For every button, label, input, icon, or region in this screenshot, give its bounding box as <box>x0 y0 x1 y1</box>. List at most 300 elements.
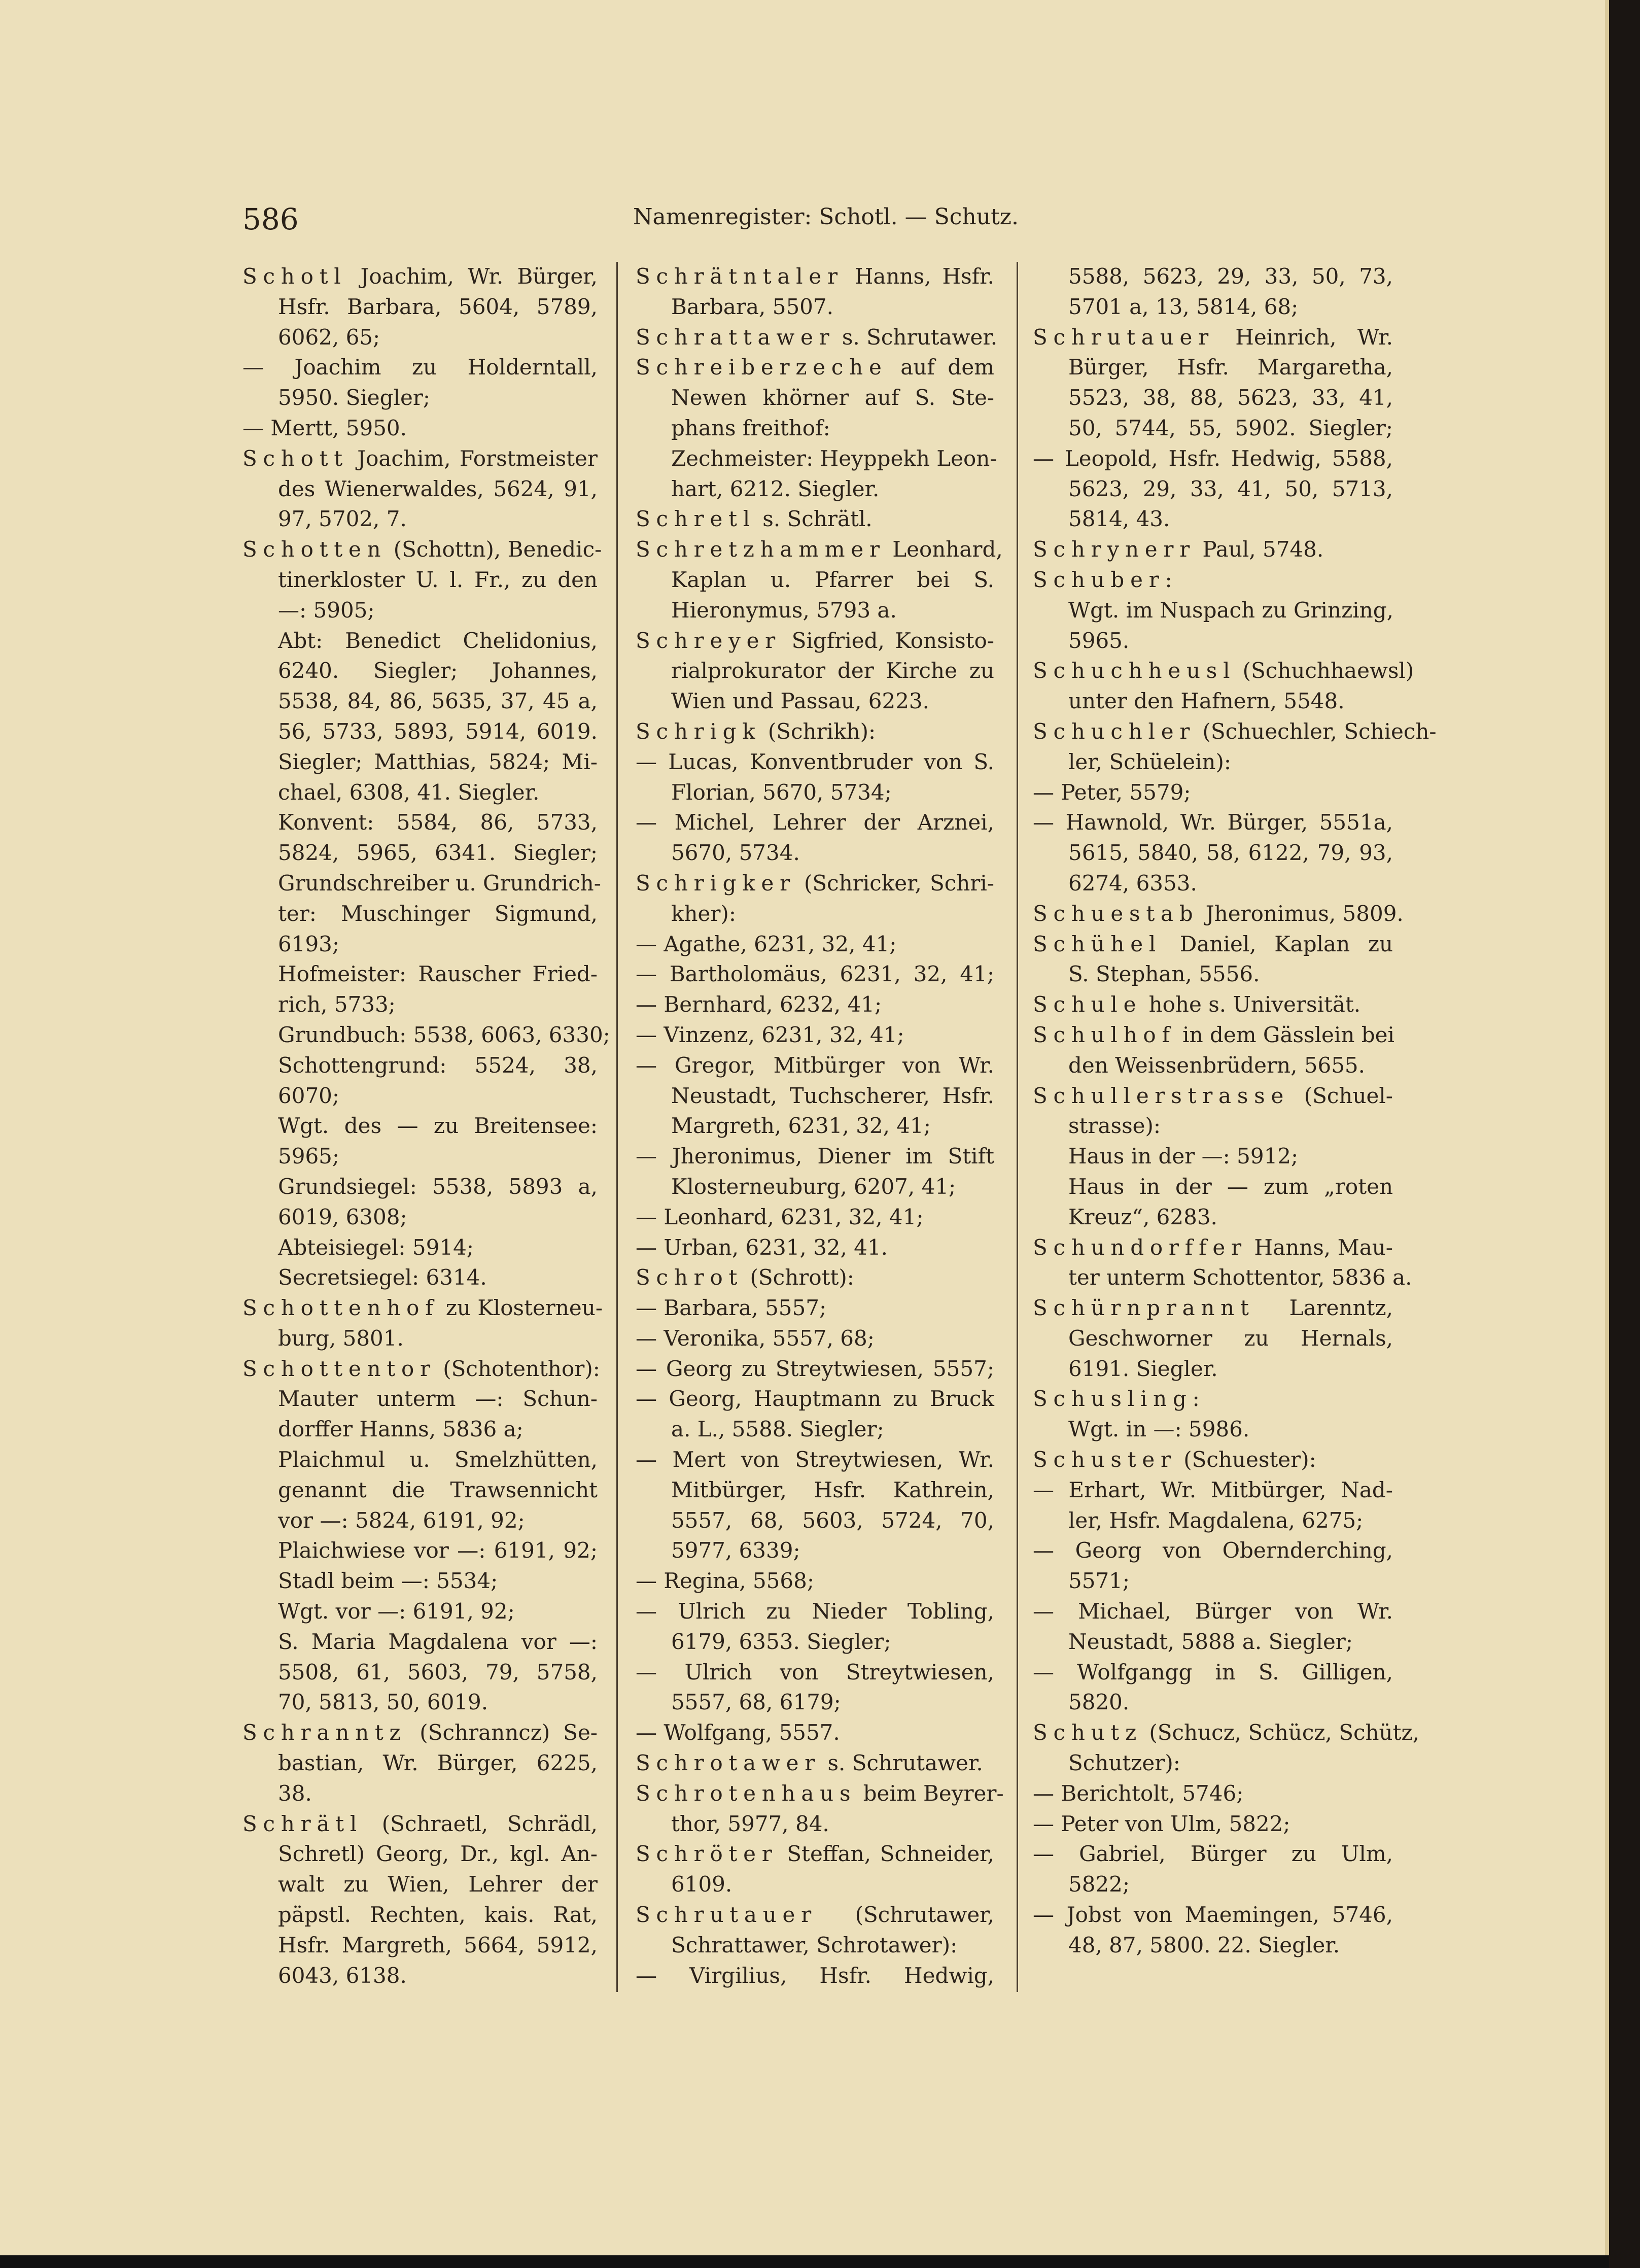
entry-text: Secretsiegel: 6314. <box>278 1265 487 1290</box>
entry-text: — Leopold, Hsfr. Hedwig, 5588, <box>1033 445 1393 471</box>
entry-text: (Schraetl, Schrädl, <box>363 1811 598 1836</box>
entry-text: 56, 5733, 5893, 5914, 6019. <box>278 718 598 744</box>
index-line <box>1033 807 1393 838</box>
entry-text: — Lucas, Konventbruder von S. <box>636 749 994 774</box>
entry-text: Newen khörner auf S. Ste- <box>671 385 994 410</box>
index-line <box>242 1869 598 1900</box>
entry-text: — Hawnold, Wr. Bürger, 5551a, <box>1033 810 1393 835</box>
entry-text: — Joachim zu Holderntall, <box>242 355 598 380</box>
entry-text: Barbara, 5507. <box>671 294 833 319</box>
index-line <box>636 807 994 838</box>
entry-text: — Michel, Lehrer der Arznei, <box>636 810 994 835</box>
entry-text: des Wienerwaldes, 5624, 91, <box>278 476 598 501</box>
entry-headword: Schrotenhaus <box>636 1780 857 1806</box>
entry-text: beim Beyrer- <box>856 1780 1004 1806</box>
entry-text: walt zu Wien, Lehrer der <box>278 1872 598 1897</box>
entry-text: — Regina, 5568; <box>636 1568 814 1594</box>
entry-text: : <box>1165 567 1172 592</box>
page-header <box>242 202 1019 237</box>
entry-text: rich, 5733; <box>278 992 396 1017</box>
entry-text: hohe s. Universität. <box>1142 992 1361 1017</box>
entry-text: (Schucz, Schücz, Schütz, <box>1142 1720 1419 1745</box>
entry-text: (Schotenthor): <box>436 1356 600 1381</box>
index-line <box>242 1687 598 1717</box>
entry-text: thor, 5977, 84. <box>671 1811 829 1836</box>
entry-text: Mitbürger, Hsfr. Kathrein, <box>671 1477 994 1502</box>
entry-text: 6274, 6353. <box>1068 870 1197 896</box>
entry-text: ler, Hsfr. Magdalena, 6275; <box>1068 1507 1364 1533</box>
entry-text: — Virgilius, Hsfr. Hedwig, <box>636 1963 994 1988</box>
index-line <box>1033 1232 1393 1263</box>
entry-headword: Schrot <box>636 1265 744 1290</box>
entry-headword: Schuchler <box>1033 718 1196 744</box>
index-line <box>242 1748 598 1778</box>
index-line <box>1033 1111 1393 1141</box>
entry-text: (Schranncz) Se- <box>406 1720 598 1745</box>
index-line <box>1033 1293 1393 1323</box>
entry-text: 5508, 61, 5603, 79, 5758, <box>278 1659 598 1685</box>
index-line <box>1033 443 1393 474</box>
entry-text: — Jobst von Maemingen, 5746, <box>1033 1902 1393 1928</box>
index-line <box>636 747 994 777</box>
index-column-1 <box>242 261 610 1990</box>
index-line <box>242 686 598 716</box>
entry-text: 5557, 68, 6179; <box>671 1690 841 1715</box>
index-line <box>242 899 598 929</box>
entry-text: 5523, 38, 88, 5623, 33, 41, <box>1068 385 1393 410</box>
index-line <box>242 1930 598 1961</box>
index-line <box>1033 1445 1393 1475</box>
entry-text: — Wolfgangg in S. Gilligen, <box>1033 1659 1393 1685</box>
entry-headword: Schrynerr <box>1033 537 1196 562</box>
entry-text: — Wolfgang, 5557. <box>636 1720 840 1745</box>
entry-headword: Schrotawer <box>636 1750 821 1776</box>
entry-text: 5822; <box>1068 1872 1130 1897</box>
index-line <box>636 1414 994 1445</box>
entry-text: 5588, 5623, 29, 33, 50, 73, <box>1068 264 1393 289</box>
entry-headword: Schottentor <box>242 1356 436 1381</box>
entry-text: ler, Schüelein): <box>1068 749 1232 774</box>
entry-headword: Schrutauer <box>636 1902 817 1928</box>
index-line <box>242 1596 598 1627</box>
index-line <box>1033 1809 1393 1839</box>
entry-headword: Schreiberzeche <box>636 355 888 380</box>
entry-text: — Berichtolt, 5746; <box>1033 1780 1244 1806</box>
index-line <box>242 1081 598 1111</box>
entry-text: s. Schrutawer. <box>821 1750 983 1776</box>
entry-headword: Schotl <box>242 264 347 289</box>
entry-text: a. L., 5588. Siegler; <box>671 1417 884 1442</box>
index-line <box>242 989 598 1020</box>
entry-text: dorffer Hanns, 5836 a; <box>278 1417 524 1442</box>
entry-text: — Vinzenz, 6231, 32, 41; <box>636 1022 904 1047</box>
entry-text: 38. <box>278 1780 312 1806</box>
index-line <box>636 1262 994 1293</box>
entry-text: — Gabriel, Bürger zu Ulm, <box>1033 1841 1393 1867</box>
entry-text: — Jheronimus, Diener im Stift <box>636 1144 994 1169</box>
entry-text: Jheronimus, 5809. <box>1199 901 1404 926</box>
entry-text: rialprokurator der Kirche zu <box>671 658 994 683</box>
index-line <box>242 656 598 686</box>
index-line <box>636 1232 994 1263</box>
entry-text: 6019, 6308; <box>278 1204 407 1229</box>
entry-text: Schretl) Georg, Dr., kgl. An- <box>278 1841 598 1867</box>
index-line <box>1033 352 1393 383</box>
index-line <box>1033 1687 1393 1717</box>
entry-text: (Schrott): <box>743 1265 854 1290</box>
entry-text: 5814, 43. <box>1068 506 1170 532</box>
entry-text: Plaichmul u. Smelzhütten, <box>278 1447 598 1472</box>
entry-text: Hsfr. Barbara, 5604, 5789, <box>278 294 598 319</box>
index-line <box>636 1354 994 1384</box>
index-line <box>242 595 598 626</box>
index-line <box>1033 595 1393 626</box>
index-line <box>636 1748 994 1778</box>
entry-text: ter: Muschinger Sigmund, <box>278 901 598 926</box>
entry-headword: Schullerstrasse <box>1033 1083 1290 1108</box>
entry-text: Steffan, Schneider, <box>778 1841 994 1867</box>
index-line <box>242 504 598 534</box>
index-line <box>242 474 598 504</box>
entry-text: 5615, 5840, 58, 6122, 79, 93, <box>1068 840 1393 866</box>
index-line <box>242 413 598 443</box>
entry-headword: Schröter <box>636 1841 778 1867</box>
entry-text: — Mert von Streytwiesen, Wr. <box>636 1447 994 1472</box>
entry-text: 5670, 5734. <box>671 840 800 866</box>
index-line <box>636 292 994 322</box>
index-line <box>242 261 598 292</box>
index-line <box>636 716 994 747</box>
index-line <box>242 1262 598 1293</box>
index-line <box>242 807 598 838</box>
page-number: 586 <box>242 202 299 236</box>
entry-text: — Peter, 5579; <box>1033 779 1191 805</box>
column-divider <box>1017 262 1018 1992</box>
entry-text: s. Schrätl. <box>755 506 873 532</box>
index-line <box>1033 534 1393 565</box>
entry-text: in dem Gässlein bei <box>1175 1022 1394 1047</box>
entry-text: (Schrikh): <box>761 718 876 744</box>
index-line <box>1033 1020 1393 1050</box>
index-line <box>1033 716 1437 747</box>
index-line <box>636 686 994 716</box>
entry-text: — Mertt, 5950. <box>242 415 407 440</box>
index-line <box>242 352 598 383</box>
entry-text: Kaplan u. Pfarrer bei S. <box>671 567 994 592</box>
entry-text: phans freithof: <box>671 415 830 440</box>
index-line <box>1033 899 1404 929</box>
index-line <box>1033 1081 1393 1111</box>
entry-text: Geschworner zu Hernals, <box>1068 1325 1393 1351</box>
entry-text: —: 5905; <box>278 597 375 623</box>
index-line <box>636 383 994 413</box>
entry-headword: Schuchheusl <box>1033 658 1236 683</box>
index-line <box>1033 1262 1412 1293</box>
index-line <box>1033 1414 1393 1445</box>
entry-headword: Schranntz <box>242 1720 407 1745</box>
entry-headword: Schretl <box>636 506 756 532</box>
index-line <box>242 777 598 808</box>
entry-text: Daniel, Kaplan zu <box>1162 931 1393 956</box>
entry-text: (Schrutawer, <box>817 1902 994 1928</box>
index-line <box>1033 1050 1393 1081</box>
index-line <box>636 534 1003 565</box>
entry-text: Schottengrund: 5524, 38, <box>278 1052 598 1078</box>
index-line <box>636 1900 994 1930</box>
index-line <box>1033 1900 1393 1930</box>
entry-text: — Erhart, Wr. Mitbürger, Nad- <box>1033 1477 1393 1502</box>
entry-headword: Schrigk <box>636 718 761 744</box>
entry-text: — Georg zu Streytwiesen, 5557; <box>636 1356 994 1381</box>
entry-text: bastian, Wr. Bürger, 6225, <box>278 1750 598 1776</box>
index-line <box>636 1961 994 1991</box>
index-line <box>636 1535 994 1566</box>
entry-headword: Schrattawer <box>636 324 835 350</box>
entry-text: — Leonhard, 6231, 32, 41; <box>636 1204 924 1229</box>
entry-text: 5820. <box>1068 1690 1130 1715</box>
entry-text: 48, 87, 5800. 22. Siegler. <box>1068 1932 1340 1957</box>
index-line <box>636 1930 994 1961</box>
index-line <box>636 1293 994 1323</box>
entry-text: Wgt. des — zu Breitensee: <box>278 1113 598 1139</box>
index-line <box>242 1323 598 1354</box>
index-line <box>242 1657 598 1688</box>
entry-text: Haus in der —: 5912; <box>1068 1144 1299 1169</box>
entry-text: 6179, 6353. Siegler; <box>671 1629 891 1654</box>
entry-text: Wgt. in —: 5986. <box>1068 1417 1250 1442</box>
entry-text: chael, 6308, 41. Siegler. <box>278 779 540 805</box>
index-line <box>636 929 994 959</box>
entry-headword: Schretzhammer <box>636 537 886 562</box>
index-line <box>1033 474 1393 504</box>
entry-text: (Schottn), Benedic- <box>387 537 602 562</box>
entry-text: zu Klosterneu- <box>439 1295 603 1321</box>
index-line <box>636 1566 994 1596</box>
index-line <box>1033 1475 1393 1505</box>
index-line <box>242 868 601 899</box>
entry-headword: Schrätl <box>242 1811 363 1836</box>
entry-text: — Bernhard, 6232, 41; <box>636 992 882 1017</box>
entry-text: tinerkloster U. l. Fr., zu den <box>278 567 598 592</box>
index-line <box>1033 1839 1393 1869</box>
entry-text: 97, 5702, 7. <box>278 506 407 532</box>
entry-headword: Schutz <box>1033 1720 1142 1745</box>
index-line <box>1033 838 1393 868</box>
entry-text: S. Maria Magdalena vor —: <box>278 1629 598 1654</box>
index-line <box>1033 1141 1393 1172</box>
entry-text: 6062, 65; <box>278 324 380 350</box>
index-line <box>1033 261 1393 292</box>
index-line <box>242 1172 598 1202</box>
index-line <box>1033 1505 1393 1536</box>
index-line <box>1033 322 1393 353</box>
index-line <box>242 1445 598 1475</box>
entry-text: vor —: 5824, 6191, 92; <box>278 1507 525 1533</box>
entry-text: Grundsiegel: 5538, 5893 a, <box>278 1174 598 1199</box>
entry-text: Abt: Benedict Chelidonius, <box>278 628 598 653</box>
index-line <box>242 1020 610 1050</box>
index-line <box>1033 656 1414 686</box>
index-line <box>242 1202 598 1232</box>
index-line <box>636 1111 994 1141</box>
index-line <box>1033 1354 1393 1384</box>
index-line <box>1033 989 1393 1020</box>
index-line <box>1033 777 1393 808</box>
entry-text: Hanns, Hsfr. <box>843 264 994 289</box>
entry-text: kher): <box>671 901 736 926</box>
index-line <box>636 1202 994 1232</box>
index-line <box>636 868 994 899</box>
index-line <box>636 1717 994 1748</box>
scan-right-edge <box>1609 0 1640 2268</box>
entry-text: Mauter unterm —: Schun- <box>278 1386 598 1412</box>
entry-text: Abteisiegel: 5914; <box>278 1234 474 1260</box>
index-line <box>242 322 598 353</box>
entry-text: 5977, 6339; <box>671 1538 800 1563</box>
entry-text: Grundschreiber u. Grundrich- <box>278 870 601 896</box>
entry-text: 6191. Siegler. <box>1068 1356 1218 1381</box>
index-line <box>242 1566 598 1596</box>
entry-text: Plaichwiese vor —: 6191, 92; <box>278 1538 598 1563</box>
entry-text: 5623, 29, 33, 41, 50, 5713, <box>1068 476 1393 501</box>
entry-text: (Schuel- <box>1289 1083 1393 1108</box>
index-line <box>1033 1930 1393 1961</box>
entry-headword: Schule <box>1033 992 1142 1017</box>
entry-text: den Weissenbrüdern, 5655. <box>1068 1052 1366 1078</box>
entry-text: — Veronika, 5557, 68; <box>636 1325 875 1351</box>
entry-text: (Schuechler, Schiech- <box>1196 718 1437 744</box>
index-line <box>636 1839 994 1869</box>
entry-text: Schutzer): <box>1068 1750 1180 1776</box>
index-line <box>636 1687 994 1717</box>
entry-text: Hieronymus, 5793 a. <box>671 597 897 623</box>
index-line <box>242 383 598 413</box>
entry-headword: Schulhof <box>1033 1022 1176 1047</box>
index-line <box>242 565 598 595</box>
index-line <box>242 1354 598 1384</box>
entry-headword: Schotten <box>242 537 387 562</box>
entry-text: 5557, 68, 5603, 5724, 70, <box>671 1507 994 1533</box>
index-line <box>1033 626 1393 656</box>
entry-text: 6193; <box>278 931 340 956</box>
entry-text: Neustadt, 5888 a. Siegler; <box>1068 1629 1353 1654</box>
entry-text: 5701 a, 13, 5814, 68; <box>1068 294 1299 319</box>
entry-text: Sigfried, Konsisto- <box>781 628 994 653</box>
entry-text: Klosterneuburg, 6207, 41; <box>671 1174 956 1199</box>
index-line <box>242 1839 598 1869</box>
entry-text: Bürger, Hsfr. Margaretha, <box>1068 355 1393 380</box>
entry-text: Florian, 5670, 5734; <box>671 779 892 805</box>
index-line <box>242 1778 598 1809</box>
entry-text: S. Stephan, 5556. <box>1068 961 1260 987</box>
entry-text: ter unterm Schottentor, 5836 a. <box>1068 1265 1412 1290</box>
entry-headword: Schuestab <box>1033 901 1199 926</box>
index-line <box>242 1414 598 1445</box>
index-line <box>242 1961 598 1991</box>
entry-text: 5538, 84, 86, 5635, 37, 45 a, <box>278 689 598 714</box>
entry-text: Hsfr. Margreth, 5664, 5912, <box>278 1932 598 1957</box>
index-line <box>1033 686 1393 716</box>
index-line <box>636 474 994 504</box>
index-line <box>1033 1627 1393 1657</box>
entry-text: Hanns, Mau- <box>1247 1234 1393 1260</box>
entry-text: — Georg, Hauptmann zu Bruck <box>636 1386 994 1412</box>
entry-text: — Ulrich von Streytwiesen, <box>636 1659 994 1685</box>
entry-headword: Schrigker <box>636 870 796 896</box>
index-line <box>242 443 598 474</box>
index-line <box>242 1475 598 1505</box>
entry-text: 5950. Siegler; <box>278 385 431 410</box>
index-line <box>636 1596 994 1627</box>
index-line <box>636 322 998 353</box>
entry-text: unter den Hafnern, 5548. <box>1068 689 1345 714</box>
entry-headword: Schreyer <box>636 628 782 653</box>
entry-headword: Schühel <box>1033 931 1162 956</box>
index-line <box>1033 413 1393 443</box>
entry-text: s. Schrutawer. <box>835 324 998 350</box>
entry-text: Paul, 5748. <box>1196 537 1324 562</box>
index-line <box>1033 1535 1393 1566</box>
index-line <box>636 1445 994 1475</box>
entry-text: 6109. <box>671 1872 732 1897</box>
entry-headword: Schundorffer <box>1033 1234 1247 1260</box>
entry-text: Joachim, Wr. Bürger, <box>346 264 598 289</box>
entry-text: : <box>1192 1386 1200 1412</box>
entry-headword: Schusling <box>1033 1386 1193 1412</box>
entry-headword: Schuster <box>1033 1447 1177 1472</box>
index-line <box>636 899 994 929</box>
entry-text: — Ulrich zu Nieder Tobling, <box>636 1599 994 1624</box>
entry-text: Siegler; Matthias, 5824; Mi- <box>278 749 598 774</box>
index-line <box>242 1505 598 1536</box>
index-line <box>242 747 598 777</box>
entry-text: Wgt. vor —: 6191, 92; <box>278 1599 515 1624</box>
entry-text: 6070; <box>278 1083 340 1108</box>
entry-headword: Schottenhof <box>242 1295 439 1321</box>
entry-headword: Schrätntaler <box>636 264 844 289</box>
index-line <box>1033 1717 1419 1748</box>
entry-text: auf dem <box>887 355 994 380</box>
index-line <box>636 413 994 443</box>
entry-text: strasse): <box>1068 1113 1161 1139</box>
index-line <box>242 626 598 656</box>
entry-headword: Schuber <box>1033 567 1165 592</box>
index-line <box>636 1809 994 1839</box>
index-line <box>636 1172 994 1202</box>
index-line <box>242 716 598 747</box>
entry-text: (Schuester): <box>1176 1447 1316 1472</box>
index-line <box>636 443 997 474</box>
index-line <box>636 1657 994 1688</box>
entry-text: Neustadt, Tuchscherer, Hsfr. <box>671 1083 994 1108</box>
index-line <box>1033 1566 1393 1596</box>
entry-text: — Gregor, Mitbürger von Wr. <box>636 1052 994 1078</box>
entry-text: Grundbuch: 5538, 6063, 6330; <box>278 1022 610 1047</box>
index-column-3 <box>1033 261 1437 1961</box>
entry-text: — Michael, Bürger von Wr. <box>1033 1599 1393 1624</box>
index-line <box>636 626 994 656</box>
index-line <box>242 1535 598 1566</box>
entry-text: hart, 6212. Siegler. <box>671 476 880 501</box>
index-line <box>1033 1869 1393 1900</box>
index-line <box>636 959 994 989</box>
index-line <box>1033 1748 1393 1778</box>
entry-text: Konvent: 5584, 86, 5733, <box>278 810 598 835</box>
index-line <box>242 1232 598 1263</box>
entry-text: — Urban, 6231, 32, 41. <box>636 1234 888 1260</box>
index-line <box>636 261 994 292</box>
entry-text: burg, 5801. <box>278 1325 404 1351</box>
